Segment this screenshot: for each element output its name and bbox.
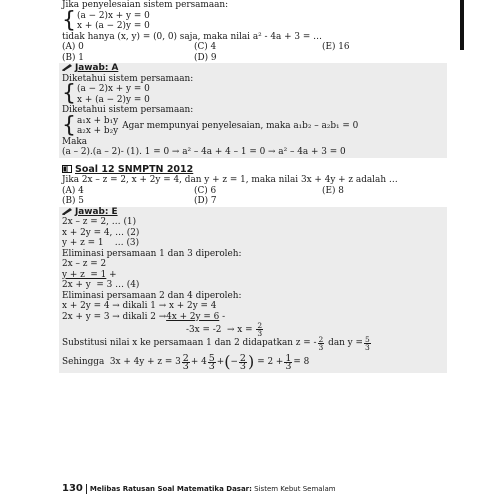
fraction-denominator: 3 bbox=[364, 342, 370, 352]
answer-1-eq1: (a − 2)x + y = 0 bbox=[77, 84, 150, 94]
answer-2-line bbox=[62, 270, 447, 281]
answer-2-line: 2x – z = 2 bbox=[62, 259, 107, 269]
general-eq1: a₁x + b₁y bbox=[77, 115, 119, 126]
answer-2-line: 2x – z = 2, … (1) bbox=[62, 217, 137, 227]
answer-2-line: 2x + y = 3 … (4) bbox=[62, 280, 140, 290]
right-paren: ) bbox=[247, 351, 255, 371]
answer-2-label: Jawab: E bbox=[75, 206, 118, 217]
page-footer bbox=[62, 484, 336, 495]
answer-2-line bbox=[62, 312, 447, 323]
book-icon bbox=[62, 165, 72, 173]
fraction bbox=[318, 336, 325, 351]
answer-1-line: Diketahui sistem persamaan: bbox=[62, 105, 194, 115]
q2-options-row-1 bbox=[62, 186, 450, 197]
option-a: (A) 0 bbox=[62, 42, 84, 52]
answer-2-box bbox=[59, 207, 447, 374]
answer-1-system bbox=[62, 81, 447, 106]
q1-options-row-1 bbox=[62, 42, 450, 53]
fraction-numerator: 5 bbox=[364, 334, 370, 344]
minus-sign: − bbox=[230, 356, 238, 367]
plus-four: + 4 bbox=[190, 356, 207, 367]
q1-eq2: x + (a − 2)y = 0 bbox=[77, 21, 150, 31]
fraction-numerator: 2 bbox=[318, 334, 324, 344]
fraction-denominator: 3 bbox=[257, 329, 263, 338]
margin-rule bbox=[460, 0, 464, 50]
brace-icon: { bbox=[62, 81, 76, 106]
option-c: (C) 4 bbox=[194, 42, 217, 52]
footer-divider bbox=[86, 484, 87, 494]
q1-system bbox=[62, 7, 450, 33]
option-e: (E) 8 bbox=[322, 185, 344, 196]
and-y-text: dan y = bbox=[325, 337, 363, 348]
general-eq2: a₂x + b₂y bbox=[77, 126, 119, 136]
fraction bbox=[284, 352, 292, 372]
fraction-denominator: 3 bbox=[182, 360, 189, 372]
option-c: (C) 6 bbox=[194, 185, 217, 196]
page-content bbox=[62, 0, 450, 373]
option-d: (D) 9 bbox=[194, 52, 217, 63]
pencil-icon bbox=[62, 208, 72, 215]
plus-sign: + bbox=[216, 356, 225, 367]
underlined-equation: 4x + 2y = 6 bbox=[166, 311, 220, 322]
page-number: 130 bbox=[62, 483, 83, 494]
brace-icon: { bbox=[62, 112, 76, 138]
brace-icon: { bbox=[62, 7, 76, 33]
q1-eq1: (a − 2)x + y = 0 bbox=[77, 10, 150, 21]
answer-2-substitution bbox=[62, 335, 447, 351]
minus-sign: - bbox=[219, 311, 226, 322]
fraction-numerator: 2 bbox=[257, 321, 263, 330]
answer-1-eq2: x + (a − 2)y = 0 bbox=[77, 94, 150, 105]
q1-options-row-2 bbox=[62, 53, 450, 64]
fraction bbox=[239, 352, 247, 372]
fraction bbox=[256, 322, 263, 337]
option-b: (B) 1 bbox=[62, 52, 84, 63]
book-title: Melibas Ratusan Soal Matematika Dasar: bbox=[89, 485, 252, 493]
substitution-text: Substitusi nilai x ke persamaan 1 dan 2 didapatkan z = - bbox=[62, 337, 317, 348]
q2-options-row-2 bbox=[62, 196, 450, 207]
fraction-numerator: 1 bbox=[285, 352, 292, 364]
fraction-numerator: 2 bbox=[182, 352, 189, 364]
answer-1-label: Jawab: A bbox=[75, 63, 119, 73]
plus-sign: + bbox=[106, 269, 117, 280]
multiply-text: 2x + y = 3 → dikali 2 → bbox=[62, 311, 167, 322]
final-result: = 8 bbox=[293, 356, 310, 367]
fraction-numerator: 2 bbox=[239, 352, 246, 364]
answer-2-line: x + 2y = 4 → dikali 1 → x + 2y = 4 bbox=[62, 301, 217, 311]
fraction bbox=[182, 352, 190, 372]
q1-intro: Jika penyelesaian sistem persamaan: bbox=[62, 0, 229, 10]
condition-text: Agar mempunyai penyelesaian, maka a₁b₂ – a₂b₁ = 0 bbox=[122, 120, 359, 131]
general-system bbox=[62, 112, 447, 138]
fraction-denominator: 3 bbox=[208, 360, 215, 372]
fraction bbox=[208, 352, 216, 372]
answer-2-line: Eliminasi persamaan 2 dan 4 diperoleh: bbox=[62, 290, 242, 301]
equals-two-plus: = 2 + bbox=[257, 356, 284, 367]
answer-2-x-result bbox=[62, 321, 447, 338]
answer-2-line: y + z = 1 … (3) bbox=[62, 238, 140, 248]
answer-2-line: x + 2y = 4, … (2) bbox=[62, 227, 140, 238]
option-e: (E) 16 bbox=[322, 42, 350, 52]
q2-heading bbox=[62, 165, 450, 176]
x-result-text: -3x = -2 → x = bbox=[186, 325, 253, 335]
q2-title: Soal 12 SNMPTN 2012 bbox=[75, 163, 194, 175]
answer-1-line: Diketahui sistem persamaan: bbox=[62, 73, 194, 84]
underlined-equation: y + z = 1 bbox=[62, 269, 107, 280]
answer-1-box bbox=[59, 63, 447, 158]
q1-question: tidak hanya (x, y) = (0, 0) saja, maka nilai a² - 4a + 3 = … bbox=[62, 31, 322, 42]
fraction-numerator: 5 bbox=[208, 352, 215, 364]
answer-1-line: Maka bbox=[62, 136, 88, 147]
answer-2-line: Eliminasi persamaan 1 dan 3 diperoleh: bbox=[62, 248, 242, 259]
answer-1-derivation: (a – 2).(a – 2)- (1). 1 = 0 → a² – 4a + 4 – 1 = 0 → a² – 4a + 3 = 0 bbox=[62, 147, 346, 157]
fraction bbox=[364, 336, 371, 351]
option-b: (B) 5 bbox=[62, 196, 84, 206]
pencil-icon bbox=[62, 64, 72, 71]
fraction-denominator: 3 bbox=[285, 360, 292, 372]
q2-question: Jika 2x – z = 2, x + 2y = 4, dan y + z = 1, maka nilai 3x + 4y + z adalah … bbox=[62, 175, 398, 185]
answer-2-final bbox=[62, 351, 447, 373]
left-paren: ( bbox=[224, 351, 231, 371]
fraction-denominator: 3 bbox=[239, 360, 246, 372]
fraction-denominator: 3 bbox=[318, 342, 324, 352]
option-d: (D) 7 bbox=[194, 196, 217, 206]
option-a: (A) 4 bbox=[62, 185, 84, 196]
final-text: Sehingga 3x + 4y + z = 3 bbox=[62, 356, 181, 367]
book-subtitle: Sistem Kebut Semalam bbox=[251, 485, 336, 493]
